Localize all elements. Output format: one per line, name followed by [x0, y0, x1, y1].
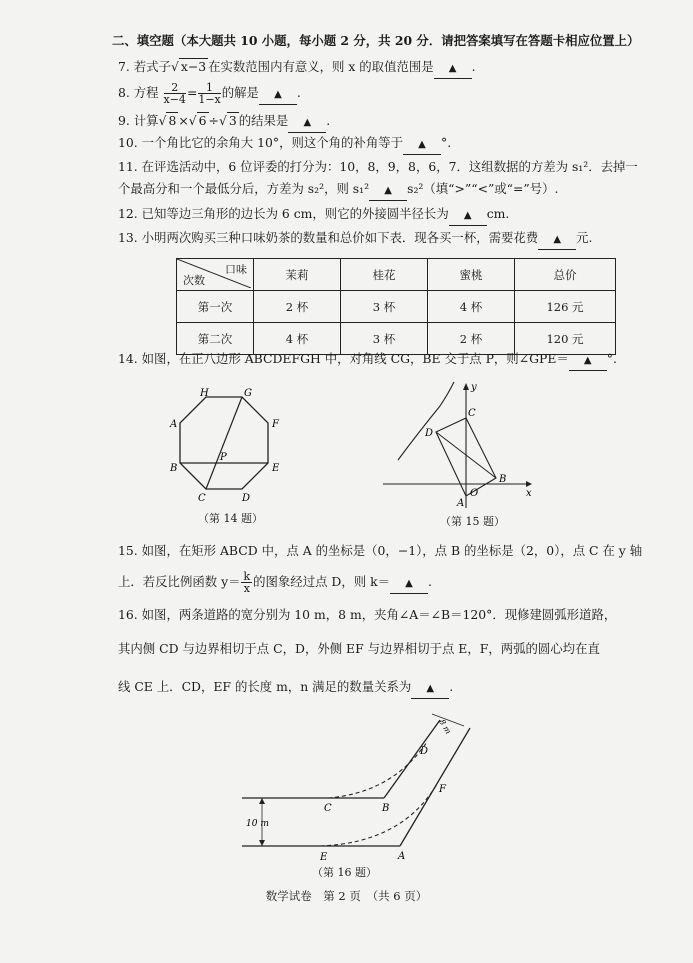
table-cell: 3 杯	[341, 291, 428, 323]
svg-text:x: x	[526, 488, 532, 499]
svg-text:C: C	[324, 803, 332, 814]
figure-15-caption: （第 15 题）	[440, 515, 505, 528]
svg-text:P: P	[220, 452, 227, 463]
svg-text:D: D	[425, 428, 434, 439]
svg-text:F: F	[272, 419, 279, 430]
table-header: 桂花	[341, 259, 428, 291]
section-title: 二、填空题（本大题共 10 小题，每小题 2 分，共 20 分．请把答案填写在答题卡相应位置上）	[112, 33, 640, 48]
question-15: 15. 如图，在矩形 ABCD 中，点 A 的坐标是（0，−1），点 B 的坐标是（2，0），点 C 在 y 轴	[118, 543, 643, 558]
question-11: 11. 在评选活动中，6 位评委的打分为：10，8，9，8，6，7．这组数据的方差为 s₁²．去掉一	[118, 159, 638, 174]
figure-16-roads	[232, 708, 492, 868]
svg-text:H: H	[200, 388, 209, 399]
table-corner: 口味 次数	[177, 259, 254, 291]
svg-text:E: E	[320, 852, 328, 863]
table-cell: 第一次	[177, 291, 254, 323]
svg-text:D: D	[242, 493, 251, 504]
svg-text:A: A	[398, 851, 406, 862]
table-cell: 2 杯	[254, 291, 341, 323]
table-header: 总价	[515, 259, 616, 291]
table-cell: 120 元	[515, 323, 616, 355]
figure-14-octagon	[160, 385, 300, 515]
question-12: 12. 已知等边三角形的边长为 6 cm，则它的外接圆半径长为 ▲ cm.	[118, 205, 509, 226]
table-row	[177, 291, 616, 323]
question-7: 7. 若式子√ x−3 在实数范围内有意义，则 x 的取值范围是 ▲ .	[118, 58, 476, 79]
table-header: 蜜桃	[428, 259, 515, 291]
figure-14-caption: （第 14 题）	[198, 512, 263, 525]
svg-text:G: G	[244, 388, 252, 399]
figure-16-caption: （第 16 题）	[312, 866, 377, 879]
table-cell: 126 元	[515, 291, 616, 323]
question-16: 16. 如图，两条道路的宽分别为 10 m，8 m，夹角∠A＝∠B＝120°．现修建圆弧形道路，	[118, 607, 617, 622]
table-header: 茉莉	[254, 259, 341, 291]
svg-text:C: C	[468, 408, 476, 419]
figure-15-graph	[378, 378, 538, 513]
svg-text:8 m: 8 m	[437, 717, 453, 736]
table-cell: 3 杯	[341, 323, 428, 355]
question-15-line2: 上．若反比例函数 y＝ $\frac{k}{x}$ 的图象经过点 D，则 k＝ ▲ .	[118, 570, 432, 595]
table-header-row	[177, 259, 616, 291]
svg-text:B: B	[170, 463, 178, 474]
table-cell: 4 杯	[254, 323, 341, 355]
question-16-line2: 其内侧 CD 与边界相切于点 C，D，外侧 EF 与边界相切于点 E，F，两弧的圆心均在直	[118, 641, 600, 656]
question-13: 13. 小明两次购买三种口味奶茶的数量和总价如下表．现各买一杯，需要花费 ▲ 元.	[118, 229, 593, 250]
svg-text:A: A	[170, 419, 178, 430]
svg-text:E: E	[272, 463, 280, 474]
milk-tea-table	[176, 258, 616, 355]
question-9: 9. 计算√ 8 ×√ 6 ÷√ 3 的结果是 ▲ .	[118, 112, 330, 133]
svg-text:O: O	[470, 488, 479, 499]
svg-text:D: D	[420, 746, 429, 757]
table-cell: 第二次	[177, 323, 254, 355]
question-8: 8. 方程 $\frac{2}{x-4}$ = $\frac{1}{1-x}$ 的解是 ▲ .	[118, 81, 301, 106]
svg-text:y: y	[471, 382, 477, 393]
svg-text:10 m: 10 m	[246, 819, 269, 829]
question-11-line2: 个最高分和一个最低分后，方差为 s₂²，则 s₁² ▲ s₂²（填“>”“<”或“=”号）.	[118, 180, 558, 201]
svg-text:B: B	[382, 803, 390, 814]
table-cell: 2 杯	[428, 323, 515, 355]
question-14: 14. 如图，在正八边形 ABCDEFGH 中，对角线 CG，BE 交于点 P，则∠GPE＝ ▲ °.	[118, 350, 617, 371]
question-16-line3: 线 CE 上．CD，EF 的长度 m，n 满足的数量关系为 ▲ .	[118, 678, 453, 699]
question-10: 10. 一个角比它的余角大 10°，则这个角的补角等于 ▲ °.	[118, 134, 451, 155]
svg-text:A: A	[457, 498, 465, 509]
page-footer: 数学试卷 第 2 页 （共 6 页）	[265, 889, 428, 903]
svg-text:B: B	[499, 474, 507, 485]
table-cell: 4 杯	[428, 291, 515, 323]
svg-text:C: C	[198, 493, 206, 504]
svg-text:F: F	[439, 784, 446, 795]
